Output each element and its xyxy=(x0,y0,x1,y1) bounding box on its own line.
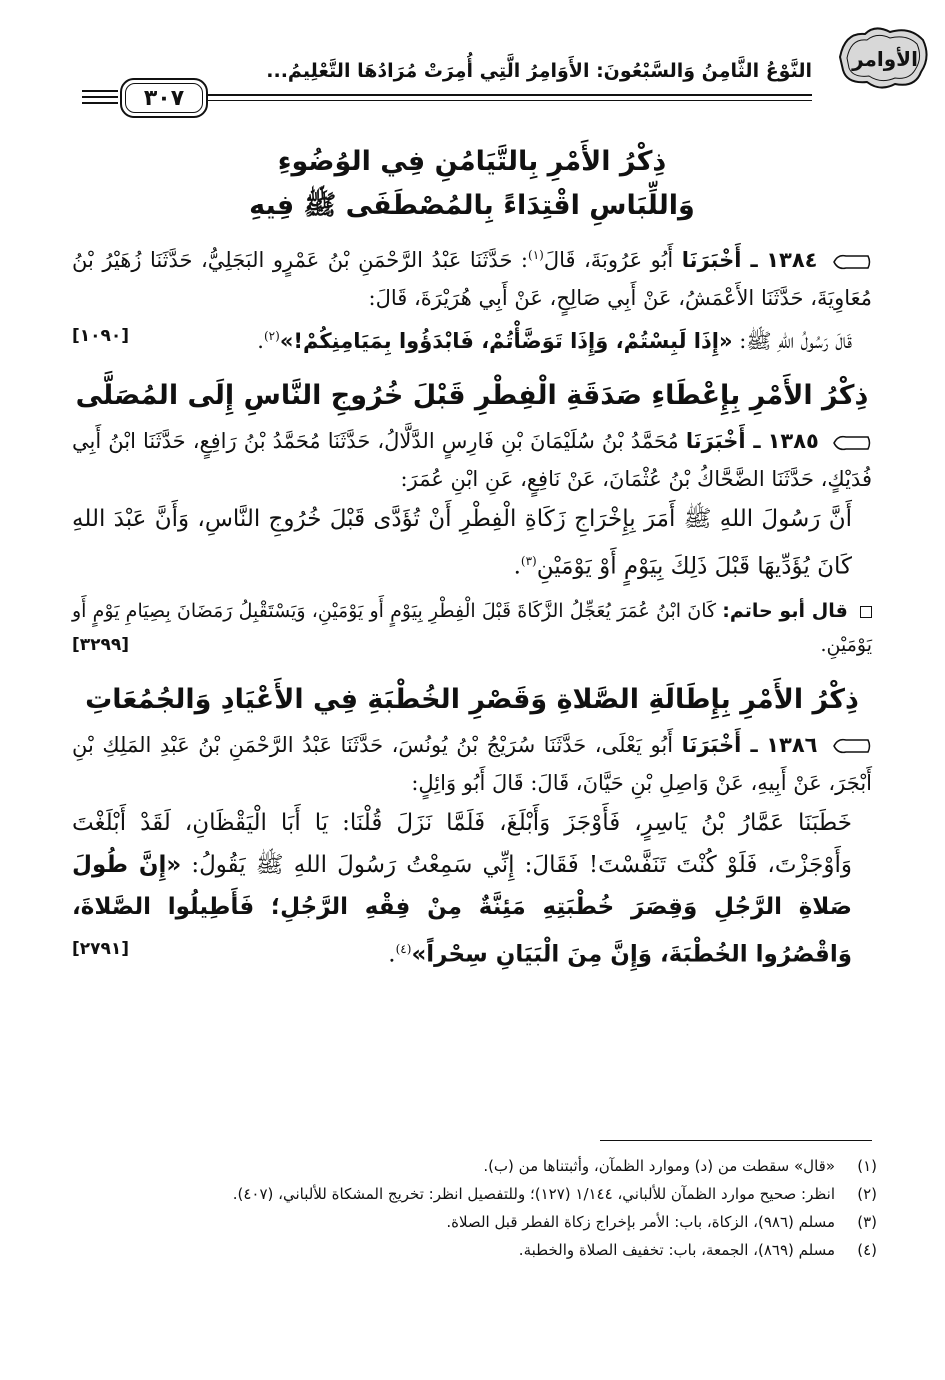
corner-ornament-icon xyxy=(835,22,933,92)
footnote-text: مسلم (٨٦٩)، الجمعة، باب: تخفيف الصلاة والخطبة. xyxy=(518,1241,835,1259)
footnote-ref: (٣) xyxy=(520,554,537,568)
hadith-intro: ـ أَخْبَرَنَا xyxy=(681,248,758,272)
section-heading xyxy=(72,678,872,722)
footnote-text: انظر: صحيح موارد الظمآن للألباني، ١/١٤٤ (١٢٧)؛ وللتفصيل انظر: تخريج المشكاة للألباني، (٤٠٧). xyxy=(232,1185,835,1203)
running-title: النَّوْعُ الثَّامِنُ وَالسَّبْعُونَ: الأَوَامِرُ الَّتِي أُمِرَتْ مُرَادُهَا التَّعْلِيمُ... xyxy=(266,60,812,82)
footnotes xyxy=(72,1152,877,1264)
section-heading xyxy=(72,374,872,418)
heading-line: ذِكْرُ الأَمْرِ بِإِعْطَاءِ صَدَقَةِ الْفِطْرِ قَبْلَ خُرُوجِ النَّاسِ إِلَى المُصَلَّى xyxy=(75,380,869,411)
hadith-isnad-cont: : حَدَّثَنَا عَبْدُ الرَّحْمَنِ بْنُ عَمْرٍو البَجَلِيُّ، حَدَّثَنَا زُهَيْرُ بْنُ مُعَاوِيَةَ، حَدَّثَنَا الأَعْمَشُ، عَنْ أَبِي صَالِحٍ، عَنْ أَبِي هُرَيْرَةَ، قَالَ: xyxy=(72,248,872,310)
section-1 xyxy=(72,140,872,360)
hadith-isnad: أَبُو عَرُوبَةَ، قَالَ xyxy=(543,248,674,272)
footnote-number: (٢) xyxy=(857,1185,877,1203)
hadith-number: ١٣٨٤ xyxy=(766,248,818,272)
heading-line: ذِكْرُ الأَمْرِ بِالتَّيَامُنِ فِي الوُضُوءِ xyxy=(277,146,667,177)
hadith-1386-matn: خَطَبَنَا عَمَّارُ بْنُ يَاسِرٍ، فَأَوْجَزَ وَأَبْلَغَ، فَلَمَّا نَزَلَ قُلْنَا: يَا أَبَا الْيَقْظَانِ، لَقَدْ أَبْلَغْتَ وَأَوْجَزْتَ، فَلَوْ كُنْتَ تَنَفَّسْتَ! فَقَالَ: إِنِّي سَمِعْتُ رَسُولَ اللهِ ﷺ يَقُولُ: «إِنَّ طُولَ صَلاةِ الرَّجُلِ وَقِصَرَ خُطْبَتِهِ مَئِنَّةٌ مِنْ فِقْهِ الرَّجُلِ؛ فَأَطِيلُوا الصَّلاةَ، وَاقْصُرُوا الخُطْبَةَ، وَإِنَّ مِنَ الْبَيَانِ سِحْراً»$^{(٤)}$. [٢٧٩١] xyxy=(72,802,872,976)
hadith-reference: [٣٢٩٩] xyxy=(72,634,130,655)
footnote-item xyxy=(72,1180,877,1208)
hadith-1385 xyxy=(72,422,872,498)
section-heading xyxy=(72,140,872,228)
footnote-number: (٤) xyxy=(857,1241,877,1259)
header-rule-thin xyxy=(202,100,812,101)
hadith-number: ١٣٨٦ xyxy=(766,732,818,757)
corner-label: الأوامر xyxy=(852,47,918,71)
footnote-rule xyxy=(600,1140,872,1141)
hadith-isnad: أَبُو يَعْلَى، حَدَّثَنَا سُرَيْجُ بْنُ يُونُسَ، حَدَّثَنَا عَبْدُ الرَّحْمَنِ بْنُ عَبْدِ المَلِكِ بْنِ أَبْجَرَ، عَنْ أَبِيهِ، عَنْ وَاصِلِ بْنِ حَيَّانَ، قَالَ: قَالَ أَبُو وَائِلٍ: xyxy=(72,732,872,795)
hadith-marker-icon xyxy=(832,252,872,272)
footnote-item xyxy=(72,1236,877,1264)
footnote-text: «قال» سقطت من (د) وموارد الظمآن، وأثبتناها من (ب). xyxy=(483,1157,835,1175)
comment-lead: قال أبو حاتم: xyxy=(722,599,848,622)
hadith-matn: أَنَّ رَسُولَ اللهِ ﷺ أَمَرَ بِإِخْرَاجِ زَكَاةِ الْفِطْرِ أَنْ تُؤَدَّى قَبْلَ خُرُوجِ النَّاسِ، وَأَنَّ عَبْدَ اللهِ كَانَ يُؤَدِّيهَا قَبْلَ ذَلِكَ بِيَوْمٍ أَوْ يَوْمَيْنِ xyxy=(72,506,852,580)
hadith-1385-matn: أَنَّ رَسُولَ اللهِ ﷺ أَمَرَ بِإِخْرَاجِ زَكَاةِ الْفِطْرِ أَنْ تُؤَدَّى قَبْلَ خُرُوجِ النَّاسِ، وَأَنَّ عَبْدَ اللهِ كَانَ يُؤَدِّيهَا قَبْلَ ذَلِكَ بِيَوْمٍ أَوْ يَوْمَيْنِ$^{(٣)}$. xyxy=(72,506,852,580)
main-content xyxy=(72,140,872,975)
footnote-ref: (٤) xyxy=(395,941,412,956)
hadith-isnad: مُحَمَّدُ بْنُ سُلَيْمَانَ بْنِ فَارِسٍ الدَّلَّالُ، حَدَّثَنَا مُحَمَّدُ بْنُ رَافِعٍ، حَدَّثَنَا ابْنُ أَبِي فُدَيْكٍ، حَدَّثَنَا الضَّحَّاكُ بْنُ عُثْمَانَ، عَنْ نَافِعٍ، عَنِ ابْنِ عُمَرَ: xyxy=(72,429,872,491)
hadith-matn: «إِذَا لَبِسْتُمْ، وَإِذَا تَوَضَّأْتُمْ، فَابْدَؤُوا بِمَيَامِنِكُمْ!» xyxy=(279,329,733,353)
hadith-intro: ـ أَخْبَرَنَا xyxy=(681,732,758,757)
hadith-number: ١٣٨٥ xyxy=(767,429,819,453)
hadith-matn-a: خَطَبَنَا عَمَّارُ بْنُ يَاسِرٍ، فَأَوْجَزَ وَأَبْلَغَ، فَلَمَّا نَزَلَ قُلْنَا: يَا أَبَا الْيَقْظَانِ، لَقَدْ أَبْلَغْتَ وَأَوْجَزْتَ، فَلَوْ كُنْتَ تَنَفَّسْتَ! فَقَالَ: إِنِّي سَمِعْتُ رَسُولَ اللهِ ﷺ يَقُولُ: xyxy=(72,809,853,878)
section-2 xyxy=(72,374,872,662)
footnote-item xyxy=(72,1152,877,1180)
footnote-ref: (١) xyxy=(528,248,544,262)
heading-line: ذِكْرُ الأَمْرِ بِإِطَالَةِ الصَّلاةِ وَقَصْرِ الخُطْبَةِ فِي الأَعْيَادِ وَالجُمُعَاتِ xyxy=(85,683,859,715)
hadith-reference: [١٠٩٠] xyxy=(72,326,130,346)
section-3 xyxy=(72,678,872,976)
header-rule xyxy=(202,94,812,96)
footnote-number: (٣) xyxy=(857,1213,877,1231)
page-number: ٣٠٧ xyxy=(120,78,208,118)
comment-text: كَانَ ابْنُ عُمَرَ يُعَجِّلُ الزَّكَاةَ قَبْلَ الْفِطْرِ بِيَوْمٍ أَو يَوْمَيْنِ، وَيَسْتَقْبِلُ رَمَضَانَ بِصِيَامِ يَوْمٍ أَو يَوْمَيْنِ. xyxy=(72,599,872,656)
footnote-item xyxy=(72,1208,877,1236)
hadith-marker-icon xyxy=(832,433,872,453)
hadith-intro: ـ أَخْبَرَنَا xyxy=(685,429,761,453)
abu-hatim-comment xyxy=(72,594,872,662)
footnote-number: (١) xyxy=(857,1157,877,1175)
footnote-ref: (٢) xyxy=(263,329,280,343)
heading-line: وَاللِّبَاسِ اقْتِدَاءً بِالمُصْطَفَى ﷺ فِيهِ xyxy=(249,190,695,221)
hadith-1386 xyxy=(72,726,872,802)
hadith-reference: [٢٧٩١] xyxy=(72,938,130,959)
hadith-matn-b: «إِنَّ طُولَ صَلاةِ الرَّجُلِ وَقِصَرَ خُطْبَتِهِ مَئِنَّةٌ مِنْ فِقْهِ الرَّجُلِ؛ فَأَطِيلُوا الصَّلاةَ، وَاقْصُرُوا الخُطْبَةَ، وَإِنَّ مِنَ الْبَيَانِ سِحْراً» xyxy=(72,851,852,968)
hadith-1384-matn: [١٠٩٠] قَالَ رَسُولُ اللهِ ﷺ: «إِذَا لَبِسْتُمْ، وَإِذَا تَوَضَّأْتُمْ، فَابْدَؤُوا بِمَيَامِنِكُمْ!»$^{(٢)}$. xyxy=(72,317,872,360)
hadith-1384 xyxy=(72,236,872,317)
hadith-marker-icon xyxy=(832,736,872,756)
footnote-text: مسلم (٩٨٦)، الزكاة، باب: الأمر بإخراج زكاة الفطر قبل الصلاة. xyxy=(446,1213,835,1231)
header-left-lines xyxy=(82,90,118,108)
matn-lead: قَالَ رَسُولُ اللهِ ﷺ: xyxy=(739,329,852,353)
page-header xyxy=(82,30,922,118)
square-bullet-icon xyxy=(860,606,872,618)
